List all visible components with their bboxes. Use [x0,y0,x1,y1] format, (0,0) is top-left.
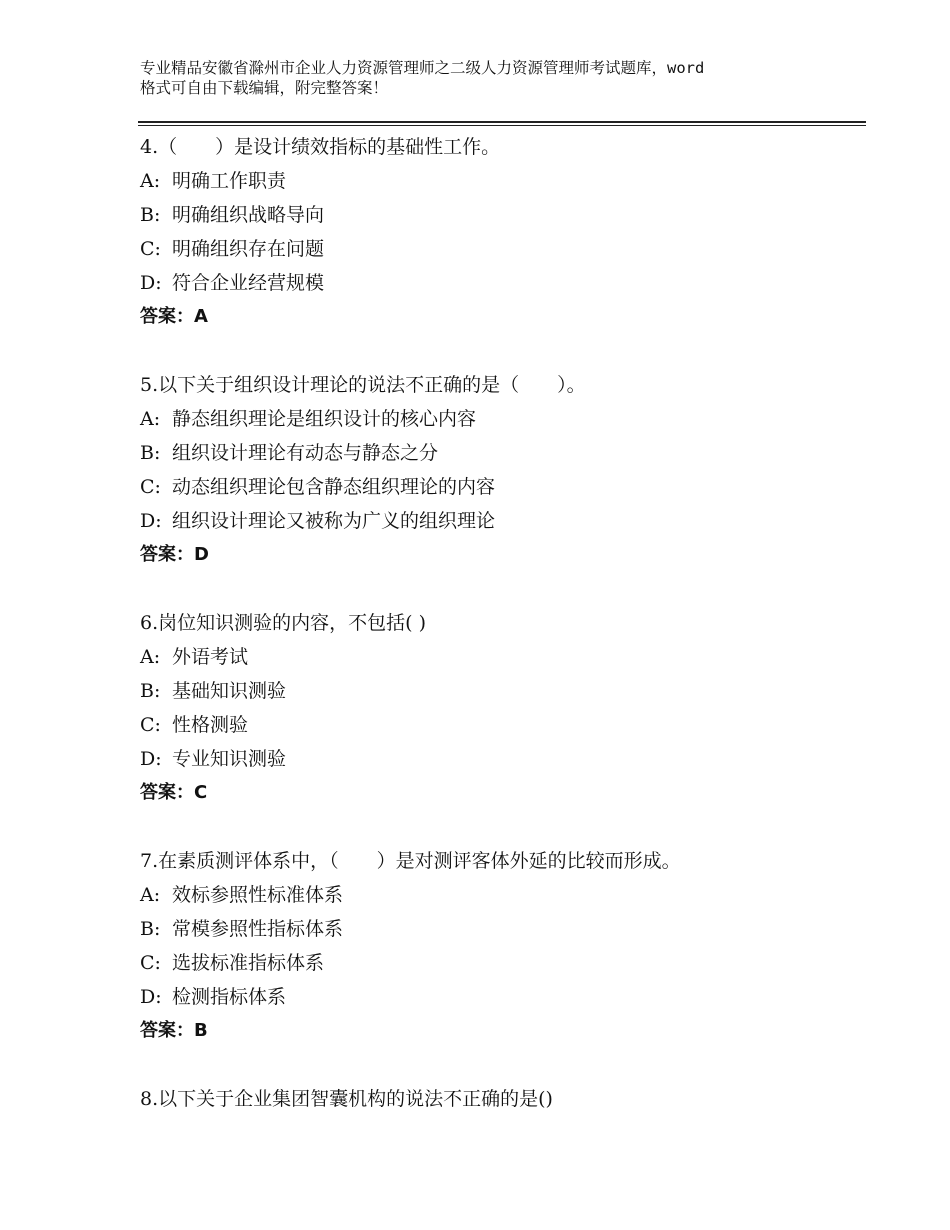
question-text: 4.（ ）是设计绩效指标的基础性工作。 [140,136,501,158]
option-text: 外语考试 [172,646,249,668]
option-a [140,164,860,198]
option-text: 专业知识测验 [172,748,287,770]
option-letter: C: [140,714,161,736]
option-d [140,980,860,1014]
option-text: 动态组织理论包含静态组织理论的内容 [172,476,496,498]
header-line-2: 格式可自由下载编辑，附完整答案！ [140,79,389,97]
option-text: 常模参照性指标体系 [172,918,344,940]
option-b [140,912,860,946]
option-letter: D: [140,510,162,532]
option-text: 基础知识测验 [172,680,287,702]
answer-line: 答案：D [140,544,209,565]
option-text: 性格测验 [172,714,249,736]
question-7 [140,844,860,1048]
option-d [140,266,860,300]
option-a [140,402,860,436]
option-letter: A: [140,408,161,430]
option-letter: A: [140,170,161,192]
option-d [140,504,860,538]
option-letter: C: [140,476,161,498]
question-text: 6.岗位知识测验的内容，不包括( ) [140,612,426,634]
option-text: 组织设计理论又被称为广义的组织理论 [172,510,496,532]
header-line-1: 专业精品安徽省滁州市企业人力资源管理师之二级人力资源管理师考试题库，word [140,59,705,77]
question-8 [140,1082,860,1116]
question-6 [140,606,860,810]
option-letter: C: [140,952,161,974]
question-text: 7.在素质测评体系中，（ ）是对测评客体外延的比较而形成。 [140,850,681,872]
option-text: 符合企业经营规模 [172,272,325,294]
option-b [140,674,860,708]
option-letter: B: [140,680,161,702]
option-text: 静态组织理论是组织设计的核心内容 [172,408,477,430]
option-text: 明确工作职责 [172,170,287,192]
option-a [140,878,860,912]
option-c [140,946,860,980]
option-d [140,742,860,776]
question-text: 8.以下关于企业集团智囊机构的说法不正确的是() [140,1088,553,1110]
option-c [140,470,860,504]
option-b [140,198,860,232]
option-text: 组织设计理论有动态与静态之分 [172,442,439,464]
option-letter: C: [140,238,161,260]
question-list [140,130,860,1116]
option-letter: A: [140,884,161,906]
header-rule-thin [138,125,866,126]
option-letter: D: [140,272,162,294]
option-letter: D: [140,986,162,1008]
option-a [140,640,860,674]
answer-line: 答案：A [140,306,208,327]
answer-line: 答案：B [140,1020,208,1041]
option-letter: B: [140,918,161,940]
header-rule-thick [138,121,866,123]
option-text: 效标参照性标准体系 [172,884,344,906]
option-letter: A: [140,646,161,668]
option-b [140,436,860,470]
option-letter: D: [140,748,162,770]
option-letter: B: [140,204,161,226]
question-4 [140,130,860,334]
option-text: 选拔标准指标体系 [172,952,325,974]
option-letter: B: [140,442,161,464]
option-c [140,708,860,742]
question-5 [140,368,860,572]
option-text: 明确组织战略导向 [172,204,325,226]
answer-line: 答案：C [140,782,208,803]
option-c [140,232,860,266]
option-text: 明确组织存在问题 [172,238,325,260]
question-text: 5.以下关于组织设计理论的说法不正确的是（ ）。 [140,374,586,396]
document-header [140,58,830,98]
option-text: 检测指标体系 [172,986,287,1008]
